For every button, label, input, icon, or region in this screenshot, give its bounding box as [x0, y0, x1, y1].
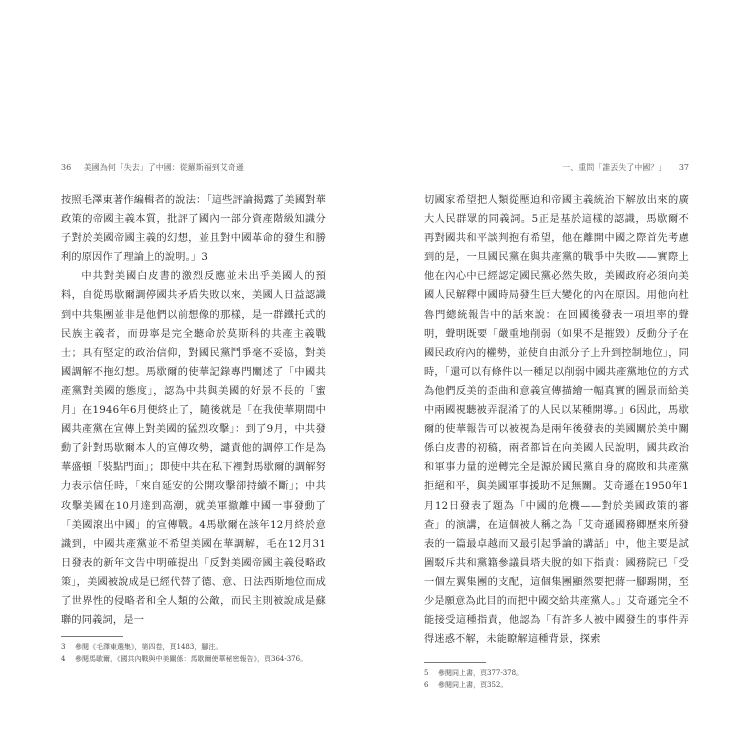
- footnote-6: [424, 679, 689, 691]
- footnote-number: 5: [424, 669, 429, 677]
- footnote-number: 6: [424, 681, 429, 689]
- left-paragraph-2: 中共對美國白皮書的激烈反應並未出乎美國人的預料，自從馬歇爾調停國共矛盾失敗以來，美國人日益認識到中共集團並非是他們以前想像的那樣，是一群鐵托式的民族主義者，而毋寧是完全聽命於莫斯科的共產主義戰士；具有堅定的政治信仰，對國民黨鬥爭毫不妥協，對美國調解不拖幻想。馬歇爾的使華記錄專門闡述了「中國共產黨對美國的態度」，認為中共與美國的好景不長的「蜜月」在1946年6月便終止了，隨後就是「在我使華期間中國共產黨在宣傳上對美國的猛烈攻擊」：到了9月，中共發動了針對馬歇爾本人的宣傳攻勢，譴責他的調停工作是為華盛頓「裝點門面」；即使中共在私下裡對馬歇爾的調解努力表示信任時，「來自延安的公開攻擊卻持續不斷」；中共攻擊美國在10月達到高潮，就美軍撤離中國一事發動了「美國滾出中國」的宣傳戰。4馬歇爾在該年12月終於意識到，中國共產黨並不希望美國在華調解，毛在12月31日發表的新年文告中明確提出「反對美國帝國主義侵略政策」，美國被說成是已經代替了德、意、日法西斯地位而成了世界性的侵略者和全人類的公敵，而民主則被說成是蘇聯的同義詞，是一: [61, 271, 326, 627]
- footnote-text: 參閱馬歇爾，《國共內戰與中美關係：馬歇爾使華秘密報告》，頁364-376。: [75, 655, 308, 663]
- footnote-number: 4: [61, 655, 66, 663]
- right-footnote-rule: [424, 662, 486, 663]
- footnote-number: 3: [61, 643, 66, 651]
- right-paragraph-1: 切國家希望把人類從壓迫和帝國主義統治下解放出來的廣大人民群眾的同義詞。5正是基於這樣的認識，馬歇爾不再對國共和平談判抱有希望，他在離開中國之際首先考慮到的是，一旦國民黨在與共產黨的戰爭中失敗——實際上他在內心中已經認定國民黨必然失敗，美國政府必須向美國人民解釋中國時局發生巨大變化的內在原因。用他向杜魯門總統報告中的話來說：在回國後發表一項坦率的聲明，聲明既要「嚴重地削弱（如果不是摧毀）反動分子在國民政府內的權勢，並使自由派分子上升到控制地位」，同時，「還可以有條件以一種足以削弱中國共產黨地位的方式為他們反美的歪曲和意義宣傳描繪一幅真實的圖景而給美中兩國視聽被弄混淆了的人民以某種開導。」6因此，馬歇爾的使華報告可以被視為是兩年後發表的美國關於美中關係白皮書的初稿，兩者都旨在向美國人民說明，國共政治和軍事力量的逆轉完全是源於國民黨自身的腐敗和共產黨拒絕和平，與美國軍事援助不足無關。艾奇遜在1950年1月12日發表了題為「中國的危機——對於美國政策的審查」的演講，在這個被人稱之為「艾奇遜國務卿歷來所發表的一篇最卓越而又最引起爭論的講話」中，他主要是試圖駁斥共和黨籍參議員塔夫脫的如下指責：國務院已「受一個左翼集團的支配，這個集團顯然要把蔣一腳踢開，至少是願意為此目的而把中國交給共產黨人。」艾奇遜完全不能接受這種指責，他認為「有許多人被中國發生的事件弄得迷惑不解，未能瞭解這種背景，探索: [424, 195, 689, 646]
- right-footnotes: [424, 667, 689, 691]
- right-body-text: [424, 191, 689, 649]
- left-footnote-rule: [61, 636, 123, 637]
- footnote-5: [424, 667, 689, 679]
- right-running-header: [375, 161, 689, 175]
- right-page: [375, 0, 750, 750]
- right-running-head: 一、重問「誰丟失了中國？」: [562, 163, 667, 172]
- left-footnotes: [61, 641, 331, 665]
- left-body-text: [61, 191, 326, 630]
- left-paragraph-1: 按照毛澤東著作編輯者的說法：「這些評論揭露了美國對華政策的帝國主義本質，批評了國內一部分資產階級知識分子對於美國帝國主義的幻想，並且對中國革命的發生和勝利的原因作了理論上的說明。」3: [61, 195, 326, 264]
- footnote-text: 參閱同上書，頁377-378。: [438, 669, 524, 677]
- left-page-number: 36: [61, 163, 72, 172]
- footnote-text: 參閱同上書，頁352。: [438, 681, 508, 689]
- footnote-3: [61, 641, 331, 653]
- left-running-head: 美國為何「失去」了中國：從羅斯福到艾奇遜: [83, 163, 244, 172]
- left-running-header: [61, 161, 244, 175]
- footnote-4: [61, 653, 331, 665]
- footnote-text: 參閱《毛澤東選集》，第四卷，頁1483，腳注。: [75, 643, 223, 651]
- right-page-number: 37: [678, 163, 689, 172]
